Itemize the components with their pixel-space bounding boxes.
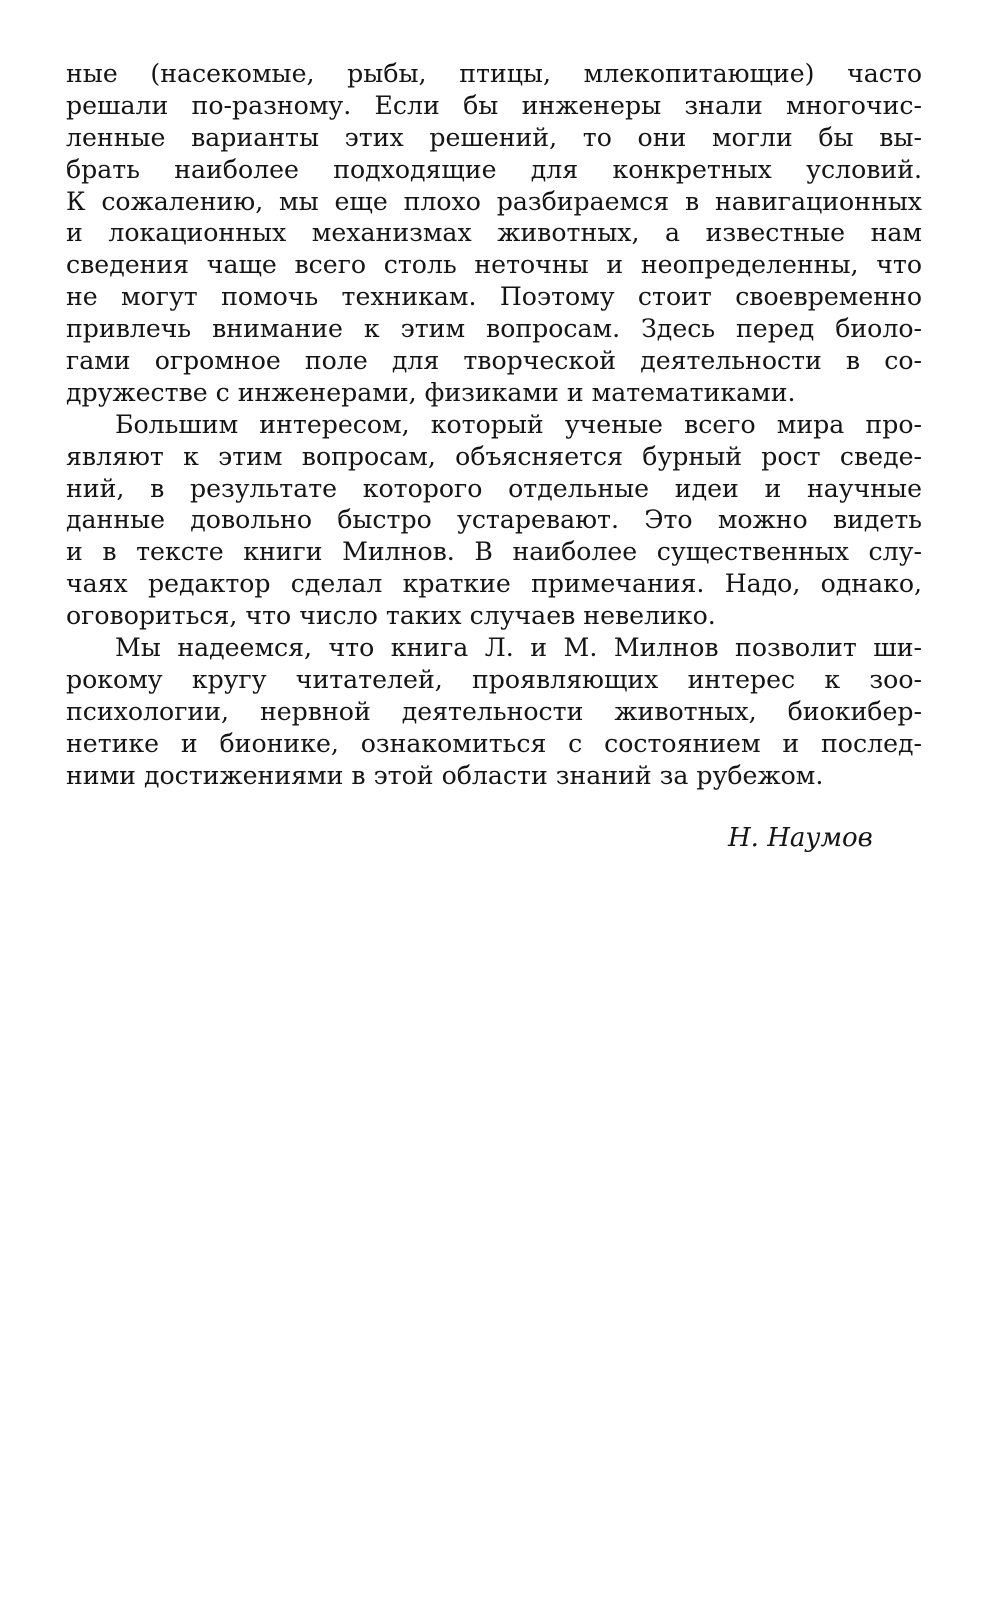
author-signature: Н. Наумов [728, 823, 873, 853]
text-line: гами огромное поле для творческой деятельности в со- [66, 346, 922, 376]
text-line: ленные варианты этих решений, то они могли бы вы- [66, 122, 922, 152]
text-line: ними достижениями в этой области знаний за рубежом. [66, 760, 824, 790]
text-line: являют к этим вопросам, объясняется бурный рост сведе- [66, 441, 922, 471]
text-line: дружестве с инженерами, физиками и математиками. [66, 377, 796, 407]
text-line: ний, в результате которого отдельные идеи и научные [66, 473, 922, 503]
text-line: сведения чаще всего столь неточны и неопределенны, что [66, 250, 922, 280]
text-line: брать наиболее подходящие для конкретных условий. [66, 154, 922, 184]
text-line: данные довольно быстро устаревают. Это можно видеть [66, 505, 922, 535]
paragraph-1 [66, 58, 922, 409]
text-line: решали по-разному. Если бы инженеры знали многочис- [66, 90, 922, 120]
text-line: чаях редактор сделал краткие примечания. Надо, однако, [66, 569, 922, 599]
text-line: не могут помочь техникам. Поэтому стоит своевременно [66, 282, 922, 312]
text-line: Мы надеемся, что книга Л. и М. Милнов позволит ши- [115, 633, 922, 663]
text-line: психологии, нервной деятельности животных, биокибер- [66, 696, 922, 726]
document-body [66, 58, 922, 791]
text-line: Большим интересом, который ученые всего мира про- [115, 409, 922, 439]
text-line: нетике и бионике, ознакомиться с состоянием и послед- [66, 728, 922, 758]
paragraph-2 [66, 409, 922, 632]
text-line: оговориться, что число таких случаев невелико. [66, 601, 716, 631]
paragraph-3 [66, 632, 922, 791]
text-line: привлечь внимание к этим вопросам. Здесь перед биоло- [66, 314, 922, 344]
text-line: К сожалению, мы еще плохо разбираемся в навигационных [66, 186, 922, 216]
text-line: и локационных механизмах животных, а известные нам [66, 218, 922, 248]
text-line: и в тексте книги Милнов. В наиболее существенных слу- [66, 537, 922, 567]
text-line: ные (насекомые, рыбы, птицы, млекопитающие) часто [66, 59, 922, 88]
text-line: рокому кругу читателей, проявляющих интерес к зоо- [66, 664, 922, 694]
